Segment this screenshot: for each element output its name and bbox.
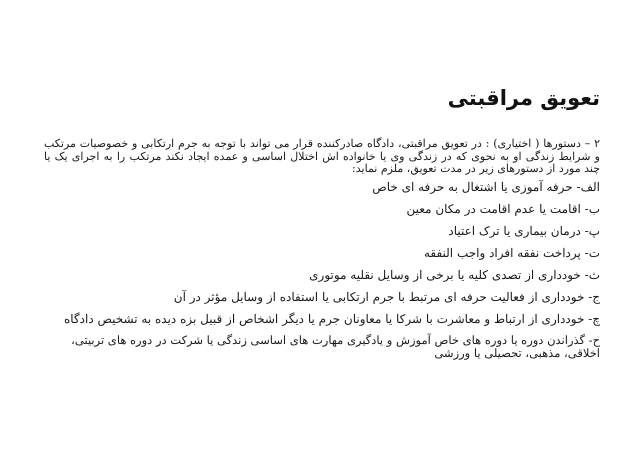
directive-list [44,180,600,360]
list-item-te: ت- پرداخت نفقه افراد واجب النفقه [423,245,600,260]
list-item-se: ث- خودداری از تصدی کلیه یا برخی از وسایل نقلیه موتوری [309,267,600,282]
slide-body [44,138,600,368]
list-item-che: چ- خودداری از ارتباط و معاشرت با شرکا یا معاونان جرم یا دیگر اشخاص از قبیل بزه دیده به تشخیص دادگاه [63,311,600,326]
intro-paragraph: ۲ – دستورها ( اختیاری) : در تعویق مراقبتی، دادگاه صادرکننده قرار می تواند با توجه به جرم ارتکابی و خصوصیات مرتکب و شرایط زندگی او به نحوی که در زندگی وی یا خانواده اش اختلال اساسی و عمده ایجاد نکند مرتکب را به اجرای یک یا چند مورد از دستورهای زیر در مدت تعویق، ملزم نماید: [44,137,600,175]
list-item-jim: ج- خودداری از فعالیت حرفه ای مرتبط با جرم ارتکابی یا استفاده از وسایل مؤثر در آن [173,289,600,304]
list-item-he: ح- گذراندن دوره یا دوره های خاص آموزش و یادگیری مهارت های اساسی زندگی یا شرکت در دوره های تربیتی، اخلاقی، مذهبی، تحصیلی یا ورزشی [71,332,600,360]
list-item-pe: پ- درمان بیماری یا ترک اعتیاد [448,223,600,238]
list-item-be: ب- اقامت یا عدم اقامت در مکان معین [406,201,600,216]
slide-title: تعویق مراقبتی [447,86,600,110]
list-item-alef: الف- حرفه آموزی یا اشتغال به حرفه ای خاص [372,179,600,194]
